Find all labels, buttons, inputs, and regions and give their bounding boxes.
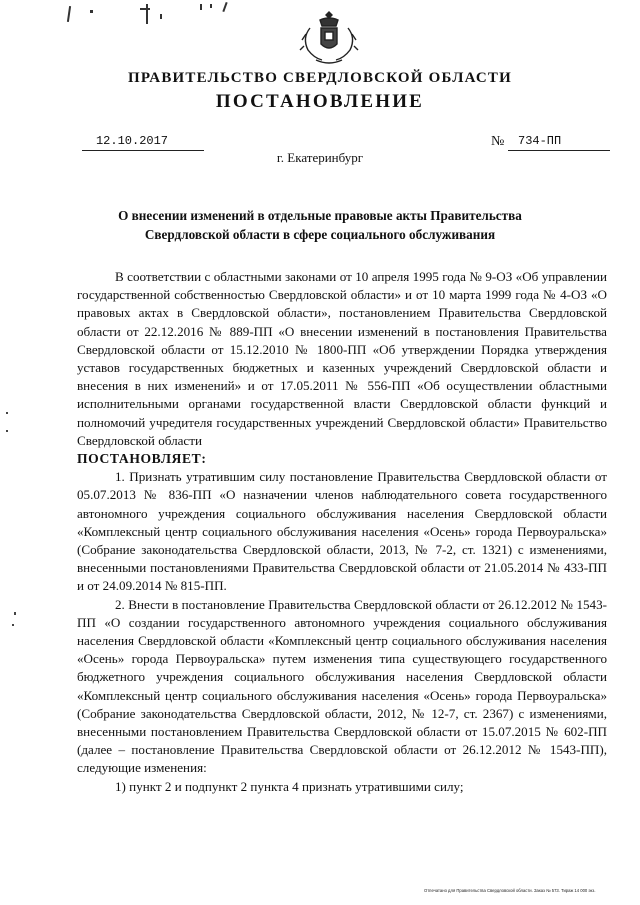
print-note: Отпечатано для Правительства Свердловской области. Заказ № 573. Тираж 14 000 экз. <box>424 888 596 893</box>
document-number: 734-ПП <box>518 134 562 148</box>
item-2-1-paragraph: 1) пункт 2 и подпункт 2 пункта 4 признать утратившими силу; <box>115 778 464 794</box>
decree-heading: ПОСТАНОВЛЯЕТ: <box>77 451 207 467</box>
government-title: ПРАВИТЕЛЬСТВО СВЕРДЛОВСКОЙ ОБЛАСТИ <box>128 70 512 86</box>
document-date: 12.10.2017 <box>95 134 168 148</box>
document-subject: О внесении изменений в отдельные правовые акты Правительства Свердловской области в сфере социального обслуживания <box>118 208 522 242</box>
margin-speck <box>6 430 8 432</box>
margin-speck <box>14 612 16 615</box>
coat-of-arms-icon <box>298 6 360 66</box>
scan-artifacts <box>60 0 280 30</box>
item-1-paragraph: 1. Признать утратившим силу постановление Правительства Свердловской области от 05.07.2013 № 836-ПП «О назначении членов наблюдательного совета государственного автономного учреждения социального обслуживания населения Свердловской области «Комплексный центр социального обслуживания населения «Осень» города Первоуральска» (Собрание законодательства Свердловской области, 2013, № 7-2, ст. 1321) с изменениями, внесенными постановлениями Правительства Свердловской области от 21.05.2014 № 433-ПП и от 24.09.2014 № 815-ПП. <box>77 469 607 594</box>
item-2-paragraph: 2. Внести в постановление Правительства Свердловской области от 26.12.2012 № 1543-ПП «О создании государственного автономного учреждения социального обслуживания населения Свердловской области «Комплексный центр социального обслуживания населения «Осень» города Первоуральска» путем изменения типа существующего государственного бюджетного учреждения социального обслуживания населения Свердловской области «Комплексный центр социального обслуживания населения «Осень» города Первоуральска» (Собрание законодательства Свердловской области, 2012, № 12-7, ст. 2367) с изменениями, внесенными постановлением Правительства Свердловской области от 15.07.2015 № 602-ПП (далее – постановление Правительства Свердловской области от 26.12.2012 № 1543-ПП), следующие изменения: <box>77 596 607 776</box>
number-label: № <box>491 134 505 149</box>
document-city: г. Екатеринбург <box>276 150 364 165</box>
margin-speck <box>12 624 14 626</box>
margin-speck <box>6 412 8 414</box>
document-kind: ПОСТАНОВЛЕНИЕ <box>215 91 425 112</box>
document-body <box>77 268 607 796</box>
preamble-paragraph: В соответствии с областными законами от 10 апреля 1995 года № 9-ОЗ «Об управлении государственной собственностью Свердловской области» и от 10 марта 1999 года № 4-ОЗ «О правовых актах в Свердловской области», постановлением Правительства Свердловской области от 22.12.2016 № 889-ПП «О внесении изменений в постановления Правительства Свердловской области от 15.12.2010 № 1800-ПП «Об утверждении Порядка утверждения уставов государственных бюджетных и казенных учреждений Свердловской области и внесения в них изменений» и от 17.05.2011 № 556-ПП «Об осуществлении областными исполнительными органами государственной власти Свердловской области функций и полномочий учредителя государственных учреждений Свердловской области» Правительство Свердловской области <box>77 269 607 448</box>
